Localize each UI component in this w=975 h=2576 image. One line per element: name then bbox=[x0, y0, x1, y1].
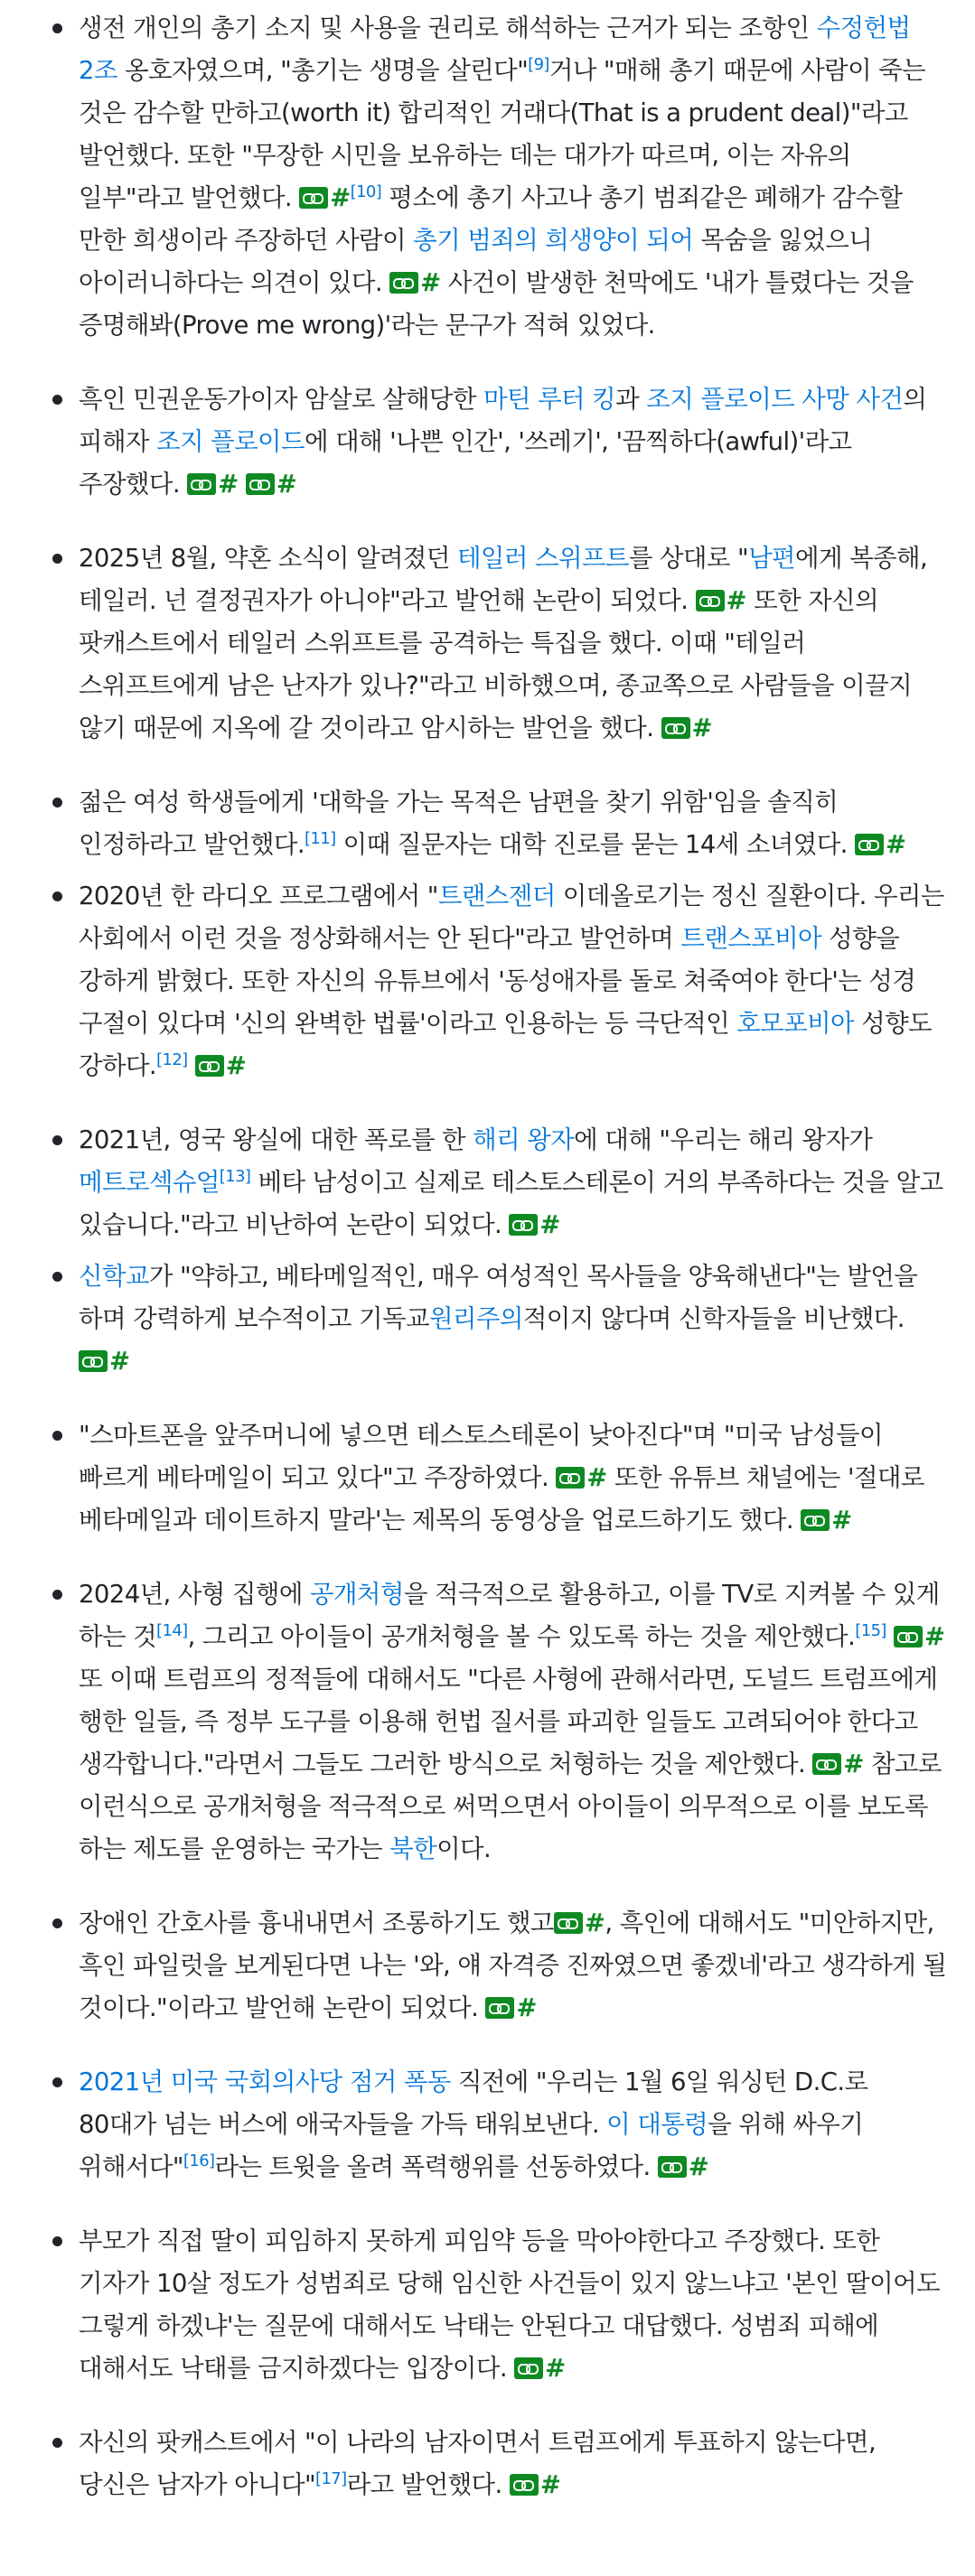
hash-label: # bbox=[924, 1622, 945, 1651]
wiki-link-george-floyd[interactable]: 조지 플로이드 bbox=[156, 427, 305, 456]
list-item-11 bbox=[25, 2061, 948, 2189]
external-source-link[interactable] bbox=[894, 1622, 944, 1651]
list-item-6 bbox=[25, 1119, 948, 1246]
text: 이다. bbox=[436, 1834, 492, 1863]
footnote-11[interactable]: [11] bbox=[304, 828, 336, 848]
external-source-link[interactable] bbox=[514, 2354, 565, 2383]
list-item-5 bbox=[25, 875, 948, 1087]
text: 생전 개인의 총기 소지 및 사용을 권리로 해석하는 근거가 되는 조항인 bbox=[79, 14, 817, 42]
footnote-16[interactable]: [16] bbox=[183, 2151, 215, 2170]
hash-label: # bbox=[276, 470, 297, 499]
external-link-icon bbox=[299, 187, 328, 209]
wiki-link-gun-crime-victim[interactable]: 총기 범죄의 희생양이 되어 bbox=[413, 226, 694, 255]
list-item-1 bbox=[25, 7, 948, 347]
external-source-link[interactable] bbox=[195, 1051, 246, 1080]
text: 장애인 간호사를 흉내내면서 조롱하기도 했고 bbox=[79, 1909, 554, 1937]
hash-label: # bbox=[545, 2354, 566, 2383]
footnote-14[interactable]: [14] bbox=[156, 1620, 188, 1640]
wiki-link-fundamentalism[interactable]: 원리주의 bbox=[428, 1304, 523, 1333]
footnote-15[interactable]: [15] bbox=[855, 1620, 886, 1640]
list-item-4 bbox=[25, 781, 948, 866]
text: 또한 자신의 팟캐스트에서 테일러 스위프트를 공격하는 특집을 했다. 이때 "테일러 스위프트에게 남은 난자가 있나?"라고 비하했으며, 종교쪽으로 사람들을 이끌지 않기 때문에 지옥에 갈 것이라고 암시하는 발언을 했다. bbox=[79, 586, 913, 742]
hash-label: # bbox=[586, 1463, 607, 1492]
text: 라는 트윗을 올려 폭력행위를 선동하였다. bbox=[214, 2152, 658, 2181]
list-item-3 bbox=[25, 537, 948, 750]
text: 성향을 강하게 밝혔다. 또한 자신의 유튜브에서 '동성애자를 돌로 쳐죽여야 한다'는 성경 구절이 있다며 '신의 완벽한 법률'이라고 인용하는 등 극단적인 bbox=[79, 924, 916, 1038]
text: 또 이때 트럼프의 정적들에 대해서도 "다른 사형에 관해서라면, 도널드 트럼프에게 행한 일들, 즉 정부 도구를 이용해 헌법 질서를 파괴한 일들도 고려되어야 한다고 생각합니다."라면서 그들도 그러한 방식으로 처형하는 것을 제안했다. bbox=[79, 1665, 938, 1778]
external-source-link[interactable] bbox=[510, 2470, 560, 2499]
text: 또한 유튜브 채널에는 '절대로 베타메일과 데이트하지 말라'는 제목의 동영상을 업로드하기도 했다. bbox=[79, 1463, 924, 1535]
external-source-link[interactable] bbox=[485, 1993, 536, 2022]
external-link-icon bbox=[514, 2357, 543, 2379]
wiki-link-second-amendment[interactable]: 수정헌법 2조 bbox=[79, 14, 911, 85]
external-source-link[interactable] bbox=[187, 470, 238, 499]
hash-label: # bbox=[726, 586, 746, 615]
footnote-10[interactable]: [10] bbox=[350, 182, 382, 201]
hash-label: # bbox=[539, 1210, 560, 1239]
hash-label: # bbox=[691, 714, 712, 742]
external-link-icon bbox=[812, 1753, 841, 1775]
hash-label: # bbox=[539, 2470, 561, 2499]
external-link-icon bbox=[246, 473, 275, 495]
hash-label: # bbox=[109, 1347, 130, 1376]
external-source-link[interactable] bbox=[661, 714, 712, 742]
text: , 그리고 아이들이 공개처형을 볼 수 있도록 하는 것을 제안했다. bbox=[187, 1622, 856, 1651]
footnote-17[interactable]: [17] bbox=[315, 2469, 347, 2488]
text: 부모가 직접 딸이 피임하지 못하게 피임약 등을 막아야한다고 주장했다. 또한 기자가 10살 정도가 성범죄로 당해 임신한 사건들이 있지 않느냐고 '본인 딸이어도 그렇게 하겠냐'는 질문에 대해서도 낙태는 안된다고 대답했다. 성범죄 피해에 대해서도 낙태를 금지하겠다는 입장이다. bbox=[79, 2226, 941, 2383]
text: 에게 복종해, 테일러. 넌 결정권자가 아니야"라고 발언해 논란이 되었다. bbox=[79, 544, 928, 615]
hash-label: # bbox=[330, 183, 351, 212]
external-link-icon bbox=[855, 834, 884, 855]
external-source-link[interactable] bbox=[79, 1347, 129, 1376]
text: 성향도 강하다. bbox=[79, 1009, 933, 1080]
hash-label: # bbox=[218, 470, 239, 499]
text: 을 위해 싸우기 위해서다" bbox=[79, 2110, 864, 2181]
text: 젊은 여성 학생들에게 '대학을 가는 목적은 남편을 찾기 위함'임을 솔직히 인정하라고 발언했다. bbox=[79, 788, 839, 859]
footnote-13[interactable]: [13] bbox=[219, 1166, 251, 1186]
text: 를 상대로 " bbox=[628, 544, 749, 573]
text: 사건이 발생한 천막에도 '내가 틀렸다는 것을 증명해봐(Prove me wrong)'라는 문구가 적혀 있었다. bbox=[79, 268, 914, 340]
external-source-link[interactable] bbox=[299, 183, 350, 212]
text: 평소에 총기 사고나 총기 범죄같은 폐해가 감수할 만한 희생이라 주장하던 사람이 bbox=[79, 183, 903, 255]
external-source-link[interactable] bbox=[801, 1506, 851, 1535]
external-source-link[interactable] bbox=[509, 1210, 559, 1239]
text: 적이지 않다며 신학자들을 비난했다. bbox=[522, 1304, 905, 1333]
wiki-link-seminary[interactable]: 신학교 bbox=[79, 1262, 149, 1291]
footnote-9[interactable]: [9] bbox=[528, 54, 549, 74]
wiki-link-taylor-swift[interactable]: 테일러 스위프트 bbox=[456, 544, 629, 573]
external-source-link[interactable] bbox=[696, 586, 746, 615]
text: 흑인 민권운동가이자 암살로 살해당한 bbox=[79, 385, 484, 414]
wiki-link-mlk[interactable]: 마틴 루터 킹 bbox=[483, 385, 616, 414]
list-item-8 bbox=[25, 1414, 948, 1542]
text: 을 적극적으로 활용하고, 이를 TV로 지켜볼 수 있게 하는 것 bbox=[79, 1580, 940, 1651]
external-link-icon bbox=[554, 1912, 583, 1934]
hash-label: # bbox=[843, 1750, 864, 1778]
text: 의 피해자 bbox=[79, 385, 927, 456]
text: 과 bbox=[615, 385, 647, 414]
external-link-icon bbox=[510, 2474, 539, 2496]
wiki-link-north-korea[interactable]: 북한 bbox=[389, 1834, 437, 1863]
text: 에 대해 "우리는 해리 왕자가 bbox=[574, 1125, 873, 1154]
external-link-icon bbox=[894, 1626, 923, 1647]
wiki-link-public-execution[interactable]: 공개처형 bbox=[309, 1580, 404, 1609]
hash-label: # bbox=[688, 2152, 709, 2181]
text: 2024년, 사형 집행에 bbox=[79, 1580, 310, 1609]
external-link-icon bbox=[187, 473, 216, 495]
external-link-icon bbox=[556, 1467, 585, 1489]
external-source-link[interactable] bbox=[389, 268, 440, 297]
text: 베타 남성이고 실제로 테스토스테론이 거의 부족하다는 것을 알고 있습니다."라고 비난하여 논란이 되었다. bbox=[79, 1168, 943, 1239]
text: 2021년, 영국 왕실에 대한 폭로를 한 bbox=[79, 1125, 473, 1154]
list-item-9 bbox=[25, 1573, 948, 1871]
wiki-link-capitol-riot[interactable]: 2021년 미국 국회의사당 점거 폭동 bbox=[79, 2067, 451, 2096]
wiki-link-homophobia[interactable]: 호모포비아 bbox=[736, 1009, 855, 1038]
wiki-link-husband[interactable]: 남편 bbox=[748, 544, 795, 573]
list-item-7 bbox=[25, 1255, 948, 1383]
wiki-link-transphobia[interactable]: 트랜스포비아 bbox=[680, 924, 822, 953]
wiki-link-prince-harry[interactable]: 해리 왕자 bbox=[473, 1125, 575, 1154]
external-link-icon bbox=[658, 2156, 687, 2178]
text: 참고로 이런식으로 공개처형을 적극적으로 써먹으면서 아이들이 의무적으로 이를 보도록 하는 제도를 운영하는 국가는 bbox=[79, 1750, 942, 1863]
footnote-12[interactable]: [12] bbox=[156, 1050, 188, 1069]
text: 2020년 한 라디오 프로그램에서 " bbox=[79, 882, 438, 910]
list-item-13 bbox=[25, 2422, 948, 2506]
text: 이때 질문자는 대학 진로를 묻는 14세 소녀였다. bbox=[335, 830, 855, 859]
external-link-icon bbox=[801, 1509, 830, 1531]
external-source-link[interactable] bbox=[246, 470, 296, 499]
list-item-10 bbox=[25, 1902, 948, 2030]
text: 에 대해 '나쁜 인간', '쓰레기', '끔찍하다(awful)'라고 주장했다. bbox=[79, 427, 852, 499]
text: 가 "약하고, 베타메일적인, 매우 여성적인 목사들을 양육해낸다"는 발언을 하며 강력하게 보수적이고 기독교 bbox=[79, 1262, 918, 1333]
external-link-icon bbox=[389, 272, 418, 294]
external-link-icon bbox=[79, 1350, 108, 1372]
external-source-link[interactable] bbox=[855, 830, 905, 859]
wiki-link-george-floyd-death[interactable]: 조지 플로이드 사망 사건 bbox=[646, 385, 904, 414]
hash-label: # bbox=[584, 1909, 605, 1937]
external-link-icon bbox=[485, 1997, 514, 2019]
text: 거나 "매해 총기 때문에 사람이 죽는 것은 감수할 만하고(worth it) 합리적인 거래다(That is a prudent deal)"라고 발언했다. 또한 "무장한 시민을 보유하는 데는 대가가 따르며, 이는 자유의 일부"라고 발언했다. bbox=[79, 56, 926, 212]
hash-label: # bbox=[831, 1506, 852, 1535]
external-source-link[interactable] bbox=[812, 1750, 863, 1778]
statement-list bbox=[25, 7, 948, 2506]
external-link-icon bbox=[661, 717, 690, 739]
hash-label: # bbox=[420, 268, 441, 297]
hash-label: # bbox=[225, 1051, 247, 1080]
text: 옹호자였으며, "총기는 생명을 살린다" bbox=[117, 56, 529, 85]
external-link-icon bbox=[509, 1214, 538, 1236]
text: "스마트폰을 앞주머니에 넣으면 테스토스테론이 낮아진다"며 "미국 남성들이 빠르게 베타메일이 되고 있다"고 주장하였다. bbox=[79, 1421, 883, 1492]
text: 2025년 8월, 약혼 소식이 알려졌던 bbox=[79, 544, 457, 573]
text: 목숨을 잃었으니 아이러니하다는 의견이 있다. bbox=[79, 226, 873, 297]
text: 직전에 "우리는 1월 6일 워싱턴 D.C.로 80대가 넘는 버스에 애국자들을 가득 태워보낸다. bbox=[79, 2067, 868, 2139]
list-item-2 bbox=[25, 378, 948, 506]
text: , 흑인에 대해서도 "미안하지만, 흑인 파일럿을 보게된다면 나는 '와, 얘 자격증 진짜였으면 좋겠네'라고 생각하게 될 것이다."이라고 발언해 논란이 되었다. bbox=[79, 1909, 947, 2022]
wiki-link-this-president[interactable]: 이 대통령 bbox=[606, 2110, 708, 2139]
text: 이데올로기는 정신 질환이다. 우리는 사회에서 이런 것을 정상화해서는 안 된다"라고 발언하며 bbox=[79, 882, 944, 953]
external-source-link[interactable] bbox=[556, 1463, 606, 1492]
hash-label: # bbox=[516, 1993, 537, 2022]
text: 라고 발언했다. bbox=[346, 2470, 510, 2499]
wiki-link-metrosexual[interactable]: 메트로섹슈얼 bbox=[79, 1168, 220, 1197]
external-link-icon bbox=[195, 1055, 224, 1077]
hash-label: # bbox=[885, 830, 906, 859]
external-source-link[interactable] bbox=[658, 2152, 708, 2181]
external-source-link[interactable] bbox=[554, 1909, 605, 1937]
wiki-link-transgender[interactable]: 트랜스젠더 bbox=[437, 882, 556, 910]
text: 자신의 팟캐스트에서 "이 나라의 남자이면서 트럼프에게 투표하지 않는다면, 당신은 남자가 아니다" bbox=[79, 2428, 877, 2499]
external-link-icon bbox=[696, 590, 725, 611]
list-item-12 bbox=[25, 2220, 948, 2390]
